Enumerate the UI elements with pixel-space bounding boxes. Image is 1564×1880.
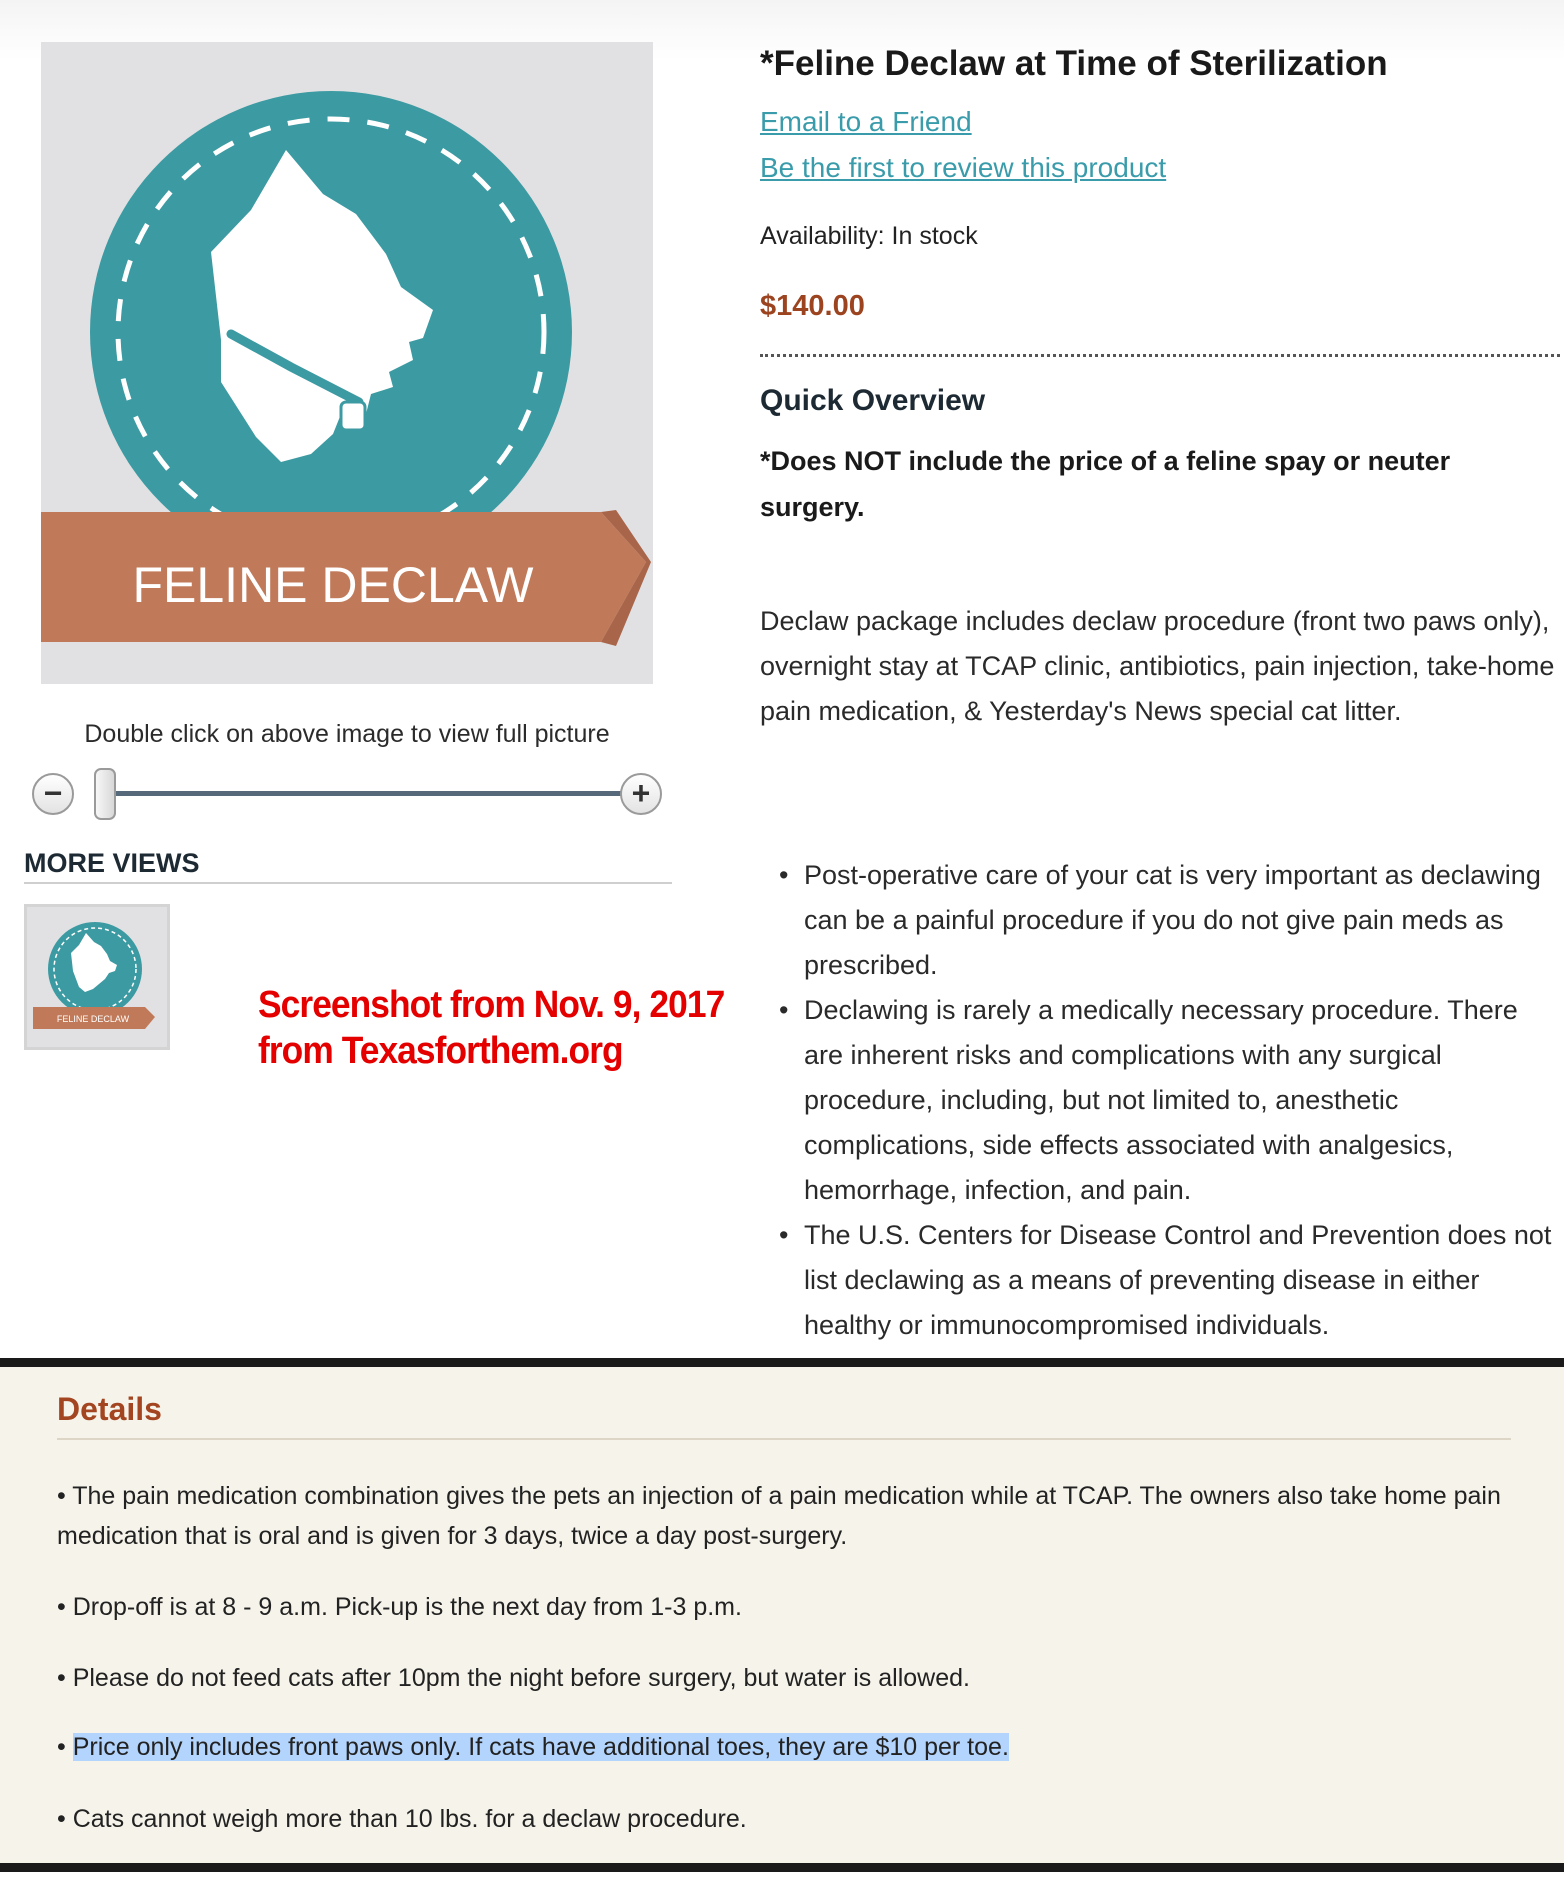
list-item: • The U.S. Centers for Disease Control and Prevention does not list declawing as a means of preventing disease in either healthy or immunocompromised individuals. xyxy=(804,1213,1564,1348)
details-item-text: Drop-off is at 8 - 9 a.m. Pick-up is the next day from 1-3 p.m. xyxy=(72,1593,742,1621)
bullet-marker: • xyxy=(57,1733,73,1761)
watermark-line-2: from Texasforthem.org xyxy=(258,1030,623,1072)
more-views-title: MORE VIEWS xyxy=(24,848,200,878)
zoom-slider-track[interactable] xyxy=(110,791,630,796)
divider xyxy=(24,882,672,884)
bullet-marker: • xyxy=(57,1664,73,1692)
cat-badge-thumb-icon xyxy=(33,913,161,1041)
availability-status: Availability: In stock xyxy=(760,222,978,250)
zoom-control xyxy=(30,768,670,818)
details-item xyxy=(57,1799,1517,1839)
product-price: $140.00 xyxy=(760,290,865,322)
image-banner-text: FELINE DECLAW xyxy=(132,557,534,613)
thumbnail-banner-text: FELINE DECLAW xyxy=(56,1014,130,1024)
list-item: • Declawing is rarely a medically necessary procedure. There are inherent risks and complications with any surgical procedure, including, but not limited to, anesthetic complications, side effects associated with analgesics, hemorrhage, infection, and pain. xyxy=(804,988,1564,1213)
overview-note: *Does NOT include the price of a feline spay or neuter surgery. xyxy=(760,446,1451,522)
section-divider xyxy=(0,1863,1564,1872)
screenshot-watermark xyxy=(258,982,724,1074)
quick-overview-title: Quick Overview xyxy=(760,384,986,417)
zoom-hint: Double click on above image to view full picture xyxy=(84,720,610,748)
watermark-line-1: Screenshot from Nov. 9, 2017 xyxy=(258,984,725,1026)
bullet-marker: • xyxy=(57,1805,73,1833)
review-product-link[interactable]: Be the first to review this product xyxy=(760,152,1167,183)
divider xyxy=(57,1438,1511,1440)
highlighted-text: Price only includes front paws only. If cats have additional toes, they are $10 per toe. xyxy=(72,1733,1009,1761)
details-item xyxy=(57,1587,1517,1627)
details-item xyxy=(57,1658,1517,1698)
email-to-friend-link[interactable]: Email to a Friend xyxy=(760,106,972,137)
product-main-image[interactable] xyxy=(41,42,653,684)
list-item: • Post-operative care of your cat is very important as declawing can be a painful procedure if you do not give pain meds as prescribed. xyxy=(804,853,1564,988)
details-item xyxy=(57,1476,1517,1556)
product-title: *Feline Declaw at Time of Sterilization xyxy=(760,44,1388,83)
cat-badge-icon xyxy=(41,42,653,684)
section-divider xyxy=(0,1358,1564,1367)
details-title: Details xyxy=(57,1391,162,1427)
minus-circle-icon[interactable]: − xyxy=(32,773,74,815)
bullet-marker: • xyxy=(57,1593,73,1621)
thumbnail-image[interactable] xyxy=(24,904,170,1050)
details-item xyxy=(57,1727,1517,1767)
plus-circle-icon[interactable]: + xyxy=(620,773,662,815)
dotted-divider xyxy=(760,354,1560,357)
details-item-text: Cats cannot weigh more than 10 lbs. for a declaw procedure. xyxy=(72,1805,747,1833)
overview-description: Declaw package includes declaw procedure (front two paws only), overnight stay at TCAP clinic, antibiotics, pain injection, take-home pain medication, & Yesterday's News special cat litter. xyxy=(760,606,1555,726)
zoom-slider-handle[interactable] xyxy=(94,768,116,820)
details-item-text: Please do not feed cats after 10pm the night before surgery, but water is allowed. xyxy=(72,1664,970,1692)
bullet-marker: • xyxy=(57,1482,73,1510)
details-item-text: The pain medication combination gives the pets an injection of a pain medication while at TCAP. The owners also take home pain medication that is oral and is given for 3 days, twice a day post-surgery. xyxy=(57,1482,1501,1550)
overview-bullet-list xyxy=(804,853,1564,1348)
